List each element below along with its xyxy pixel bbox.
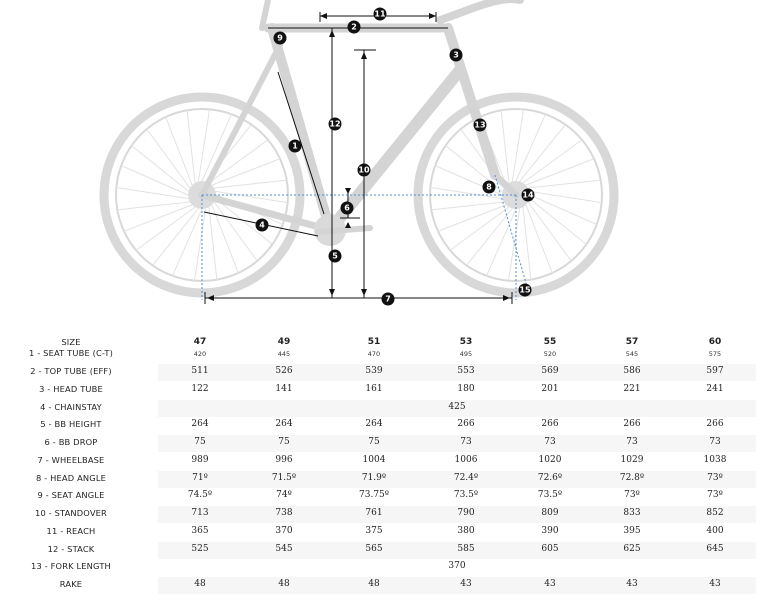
row-value: 761 bbox=[365, 508, 383, 518]
row-label: 5 - BB HEIGHT bbox=[40, 419, 102, 430]
row-value: 1020 bbox=[538, 454, 562, 465]
row-value: 425 bbox=[448, 401, 466, 412]
size-label: SIZE bbox=[61, 337, 81, 347]
table-row bbox=[0, 366, 757, 384]
row-value: 511 bbox=[191, 366, 209, 376]
row-label: 3 - HEAD TUBE bbox=[39, 383, 103, 394]
row-value: 400 bbox=[706, 525, 724, 536]
row-value: 597 bbox=[706, 366, 724, 376]
row-value: 989 bbox=[191, 454, 209, 465]
row-value: 72.4º bbox=[453, 472, 479, 483]
marker-15 bbox=[519, 284, 532, 297]
dimension-arrows bbox=[207, 13, 510, 301]
row-value: 525 bbox=[191, 543, 209, 554]
row-value: 43 bbox=[709, 579, 721, 589]
row-value: 71º bbox=[192, 472, 208, 483]
row-value: 73.75º bbox=[359, 490, 389, 501]
seat-tube-value: 470 bbox=[367, 350, 381, 358]
svg-text:6: 6 bbox=[344, 203, 350, 213]
row-value: 75 bbox=[194, 437, 206, 447]
row-value: 370 bbox=[275, 525, 293, 536]
svg-text:14: 14 bbox=[522, 190, 534, 200]
row-value: 833 bbox=[623, 508, 641, 518]
seat-tube-value: 495 bbox=[459, 350, 473, 358]
row-label: 11 - REACH bbox=[46, 525, 96, 536]
row-value: 72.6º bbox=[537, 472, 563, 483]
size-51: 51 bbox=[367, 337, 381, 347]
row-value: 180 bbox=[457, 383, 475, 394]
marker-9 bbox=[274, 32, 287, 45]
seat-tube-value: 420 bbox=[193, 350, 207, 358]
row-label: RAKE bbox=[59, 579, 83, 589]
svg-text:15: 15 bbox=[519, 285, 531, 295]
row-value: 266 bbox=[623, 419, 641, 430]
size-47: 47 bbox=[193, 337, 207, 347]
seat-tube-label: 1 - SEAT TUBE (C-T) bbox=[29, 348, 113, 358]
table-row bbox=[0, 544, 757, 562]
seat-tube-value: 545 bbox=[625, 350, 639, 358]
svg-text:10: 10 bbox=[358, 165, 370, 175]
marker-1 bbox=[289, 140, 302, 153]
row-value: 72.8º bbox=[619, 472, 645, 483]
row-value: 73 bbox=[626, 437, 638, 447]
svg-text:8: 8 bbox=[486, 182, 492, 192]
row-value: 565 bbox=[365, 543, 383, 554]
size-60: 60 bbox=[708, 337, 722, 347]
seat-tube-value: 520 bbox=[543, 350, 557, 358]
row-label: 6 - BB DROP bbox=[44, 437, 98, 447]
svg-text:13: 13 bbox=[474, 120, 486, 130]
row-value: 73.5º bbox=[453, 490, 479, 501]
table-row bbox=[0, 402, 757, 420]
row-label: 8 - HEAD ANGLE bbox=[35, 472, 106, 483]
row-value: 73 bbox=[709, 437, 721, 447]
row-label: 13 - FORK LENGTH bbox=[31, 561, 111, 572]
row-value: 852 bbox=[706, 508, 724, 518]
row-value: 73 bbox=[544, 437, 556, 447]
row-value: 545 bbox=[275, 543, 293, 554]
marker-11 bbox=[374, 8, 387, 21]
row-label: 7 - WHEELBASE bbox=[37, 454, 105, 465]
row-label: 4 - CHAINSTAY bbox=[40, 401, 102, 412]
row-value: 370 bbox=[448, 561, 466, 572]
row-value: 605 bbox=[541, 543, 559, 554]
row-value: 73.5º bbox=[537, 490, 563, 501]
svg-text:5: 5 bbox=[332, 251, 338, 261]
row-value: 73º bbox=[624, 490, 640, 501]
svg-text:11: 11 bbox=[374, 9, 386, 19]
row-value: 1029 bbox=[620, 454, 644, 465]
svg-text:7: 7 bbox=[385, 294, 391, 304]
size-55: 55 bbox=[543, 337, 557, 347]
svg-text:1: 1 bbox=[292, 141, 298, 151]
row-value: 553 bbox=[457, 366, 475, 376]
row-value: 1038 bbox=[703, 454, 727, 465]
marker-2 bbox=[348, 21, 361, 34]
row-value: 790 bbox=[457, 508, 475, 518]
row-value: 74.5º bbox=[187, 490, 213, 501]
row-value: 48 bbox=[368, 579, 380, 589]
svg-text:12: 12 bbox=[329, 119, 341, 129]
marker-6 bbox=[341, 202, 354, 215]
seat-tube-value: 575 bbox=[708, 350, 722, 358]
row-value: 48 bbox=[278, 579, 290, 589]
row-value: 48 bbox=[194, 579, 206, 589]
size-53: 53 bbox=[459, 337, 473, 347]
row-value: 625 bbox=[623, 543, 641, 554]
row-value: 241 bbox=[706, 383, 724, 394]
marker-4 bbox=[256, 219, 269, 232]
row-value: 221 bbox=[623, 383, 641, 394]
marker-3 bbox=[450, 49, 463, 62]
row-value: 395 bbox=[623, 525, 641, 536]
row-value: 390 bbox=[541, 525, 559, 536]
table-row bbox=[0, 579, 757, 597]
row-value: 201 bbox=[541, 383, 559, 394]
row-value: 809 bbox=[541, 508, 559, 518]
row-value: 43 bbox=[544, 579, 556, 589]
size-57: 57 bbox=[625, 337, 639, 347]
marker-10 bbox=[358, 164, 371, 177]
row-label: 2 - TOP TUBE (EFF) bbox=[30, 366, 112, 376]
row-value: 266 bbox=[457, 419, 475, 430]
row-value: 585 bbox=[457, 543, 475, 554]
row-value: 264 bbox=[365, 419, 383, 430]
row-value: 738 bbox=[275, 508, 293, 518]
row-value: 73º bbox=[707, 490, 723, 501]
table-header-row bbox=[0, 337, 757, 358]
row-value: 526 bbox=[275, 366, 293, 376]
svg-text:2: 2 bbox=[351, 22, 357, 32]
row-value: 73 bbox=[460, 437, 472, 447]
row-value: 264 bbox=[191, 419, 209, 430]
row-value: 43 bbox=[460, 579, 472, 589]
row-value: 713 bbox=[191, 508, 209, 518]
table-row bbox=[0, 473, 757, 491]
row-value: 75 bbox=[278, 437, 290, 447]
row-value: 264 bbox=[275, 419, 293, 430]
row-value: 569 bbox=[541, 366, 559, 376]
row-value: 75 bbox=[368, 437, 380, 447]
row-value: 122 bbox=[191, 383, 209, 394]
row-value: 645 bbox=[706, 543, 724, 554]
row-value: 266 bbox=[706, 419, 724, 430]
row-value: 1004 bbox=[362, 454, 386, 465]
svg-text:4: 4 bbox=[259, 220, 265, 230]
size-49: 49 bbox=[277, 337, 291, 347]
row-value: 586 bbox=[623, 366, 641, 376]
svg-text:3: 3 bbox=[453, 50, 459, 60]
marker-14 bbox=[522, 189, 535, 202]
row-value: 266 bbox=[541, 419, 559, 430]
row-value: 141 bbox=[275, 383, 293, 394]
marker-13 bbox=[474, 119, 487, 132]
table-row bbox=[0, 437, 757, 455]
marker-7 bbox=[382, 293, 395, 306]
marker-8 bbox=[483, 181, 496, 194]
row-value: 71.5º bbox=[271, 472, 297, 483]
row-value: 74º bbox=[276, 490, 292, 501]
row-value: 539 bbox=[365, 366, 383, 376]
svg-text:9: 9 bbox=[277, 33, 283, 43]
row-value: 365 bbox=[191, 525, 209, 536]
row-label: 9 - SEAT ANGLE bbox=[37, 490, 105, 501]
row-value: 1006 bbox=[454, 454, 478, 465]
row-value: 71.9º bbox=[361, 472, 387, 483]
dimension-lines bbox=[204, 9, 512, 304]
marker-12 bbox=[329, 118, 342, 131]
row-value: 380 bbox=[457, 525, 475, 536]
marker-5 bbox=[329, 250, 342, 263]
row-value: 375 bbox=[365, 525, 383, 536]
row-label: 10 - STANDOVER bbox=[35, 508, 107, 518]
row-label: 12 - STACK bbox=[47, 543, 95, 554]
row-value: 73º bbox=[707, 472, 723, 483]
row-value: 161 bbox=[365, 383, 383, 394]
table-row bbox=[0, 508, 757, 526]
row-value: 43 bbox=[626, 579, 638, 589]
row-value: 996 bbox=[275, 454, 293, 465]
seat-tube-value: 445 bbox=[277, 350, 291, 358]
